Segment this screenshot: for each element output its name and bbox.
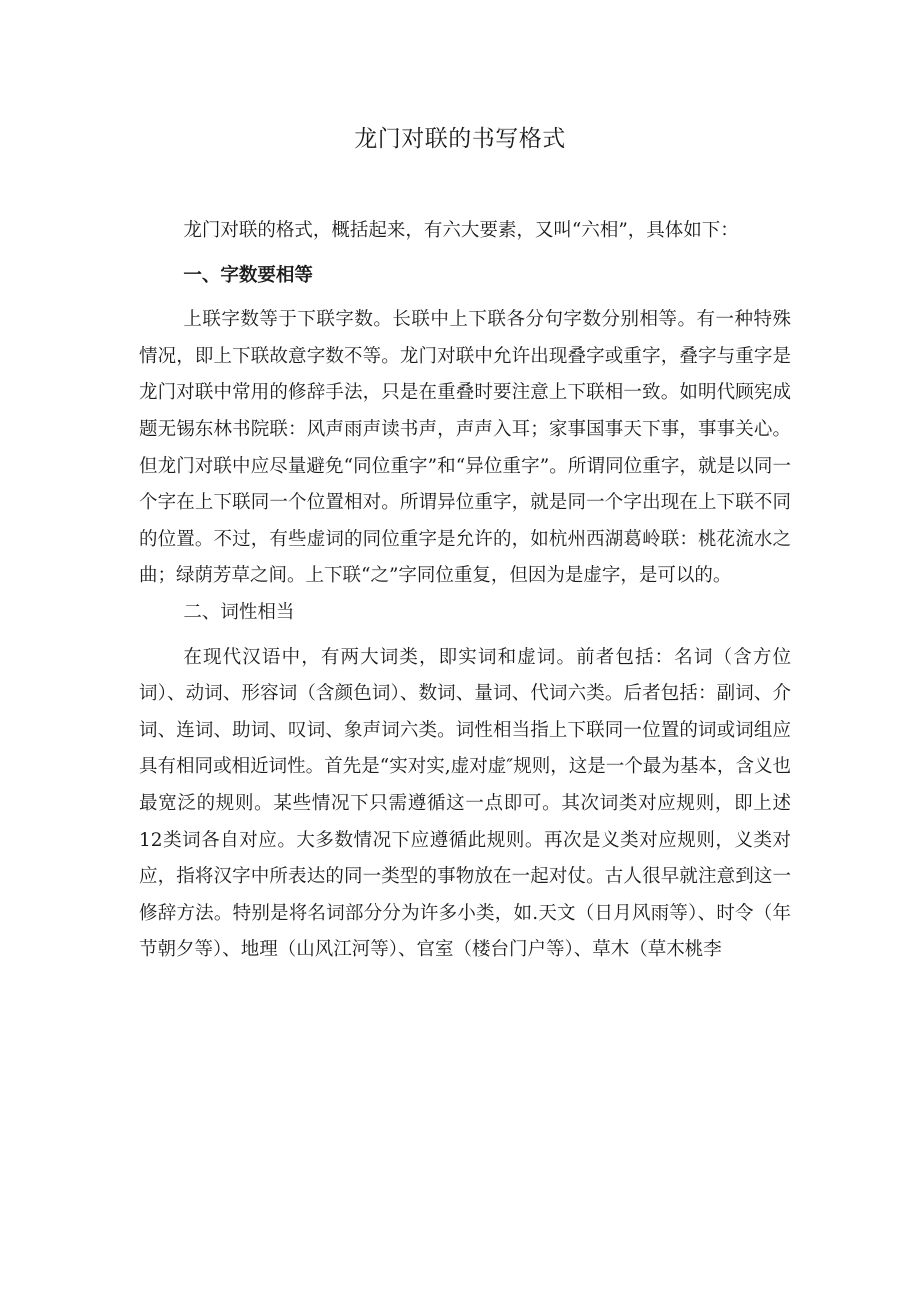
- section-2-heading: 二、词性相当: [183, 601, 295, 623]
- intro-paragraph: 龙门对联的格式，概括起来，有六大要素，又叫“六相”，具体如下：: [183, 220, 739, 241]
- document-title: 龙门对联的书写格式: [354, 126, 566, 152]
- section-1-heading: 一、字数要相等: [183, 264, 313, 286]
- spacer: [139, 250, 791, 258]
- section-1-paragraph: 上联字数等于下联字数。长联中上下联各分句字数分别相等。有一种特殊情况，即上下联故意字数不等。龙门对联中允许出现叠字或重字，叠字与重字是龙门对联中常用的修辞手法，只是在重叠时要注意上下联相一致。如明代顾宪成题无锡东林书院联：风声雨声读书声，声声入耳；家事国事天下事，事事关心。但龙门对联中应尽量避免“同位重字”和“异位重字”。所谓同位重字，就是以同一个字在上下联同一个位置相对。所谓异位重字，就是同一个字出现在上下联不同的位置。不过，有些虚词的同位重字是允许的，如杭州西湖葛岭联：桃花流水之曲；绿荫芳草之间。上下联“之”字同位重复，但因为是虚字，是可以的。: [139, 309, 791, 587]
- spacer: [139, 632, 791, 640]
- spacer: [139, 294, 791, 302]
- document-body: [139, 213, 791, 969]
- section-2-paragraph: 在现代汉语中，有两大词类，即实词和虚词。前者包括：名词（含方位词）、动词、形容词（含颜色词）、数词、量词、代词六类。后者包括：副词、介词、连词、助词、叹词、象声词六类。词性相当指上下联同一位置的词或词组应具有相同或相近词性。首先是“实对实,虚对虚″规则，这是一个最为基本，含义也最宽泛的规则。某些情况下只需遵循这一点即可。其次词类对应规则，即上述12类词各自对应。大多数情况下应遵循此规则。再次是义类对应规则，义类对应，指将汉字中所表达的同一类型的事物放在一起对仗。古人很早就注意到这一修辞方法。特别是将名词部分分为许多小类，如.天文（日月风雨等）、时令（年节朝夕等）、地理（山风江河等）、官室（楼台门户等）、草木（草木桃李: [139, 646, 791, 961]
